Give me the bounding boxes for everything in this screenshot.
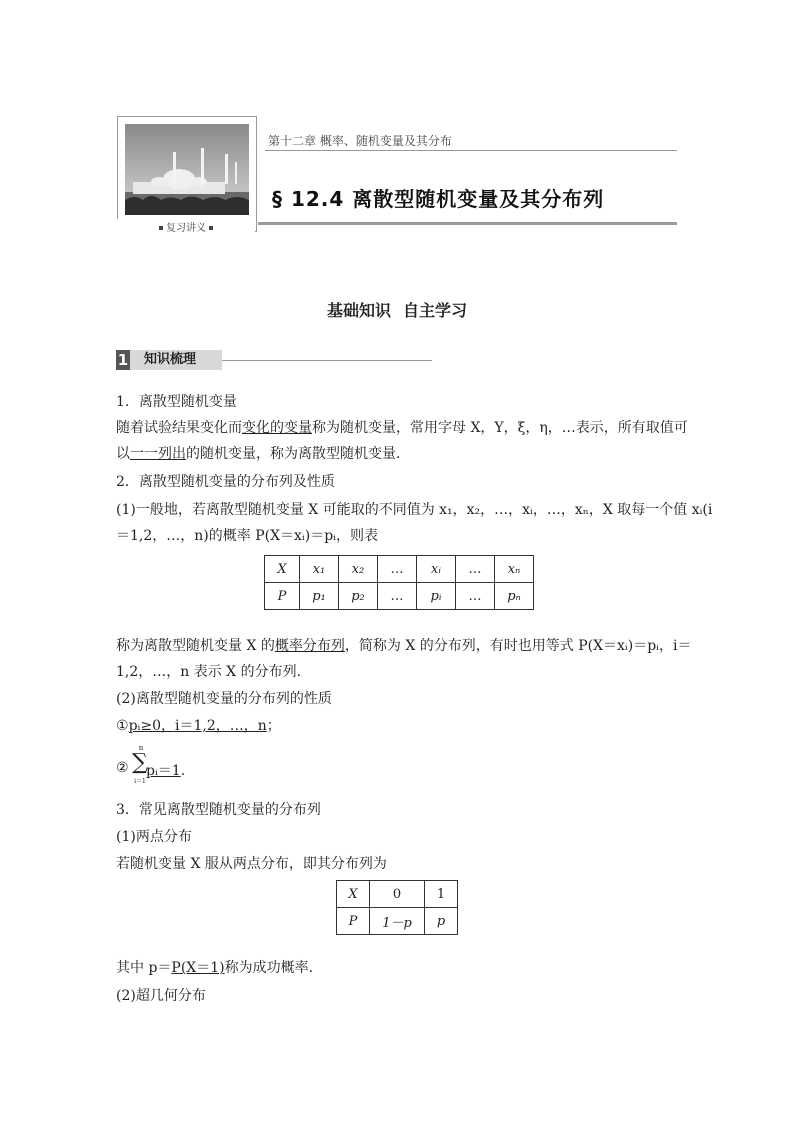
s2-prop1-num: ① xyxy=(116,718,129,734)
table-row xyxy=(337,908,458,935)
s1-line2 xyxy=(116,444,410,464)
table-cell: … xyxy=(378,556,417,583)
s2-prop2-top: n xyxy=(138,744,144,752)
table-cell: 0 xyxy=(370,881,425,908)
table-cell: p₁ xyxy=(300,583,339,610)
table-cell: xᵢ xyxy=(417,556,456,583)
chapter-divider xyxy=(265,150,677,151)
s1-line1-blank2: 变量 xyxy=(284,420,312,436)
bullet-square-icon xyxy=(159,226,163,230)
table-cell: X xyxy=(265,556,300,583)
distribution-table xyxy=(264,555,534,610)
s2-p2-line2: 1,2，…，n 表示 X 的分布列． xyxy=(116,664,311,680)
table-cell: 1 xyxy=(425,881,458,908)
table-row xyxy=(337,881,458,908)
tag-label: 知识梳理 xyxy=(130,350,222,370)
tag-number: 1 xyxy=(117,351,129,369)
table-cell: x₂ xyxy=(339,556,378,583)
part-heading-2: 自主学习 xyxy=(403,301,468,320)
table-cell: 1－p xyxy=(370,908,425,935)
table-cell: X xyxy=(337,881,370,908)
s3-sub2: (2)超几何分布 xyxy=(116,988,206,1004)
s2-prop2-blank: pᵢ＝1 xyxy=(146,763,181,779)
sigma-icon: ∑ xyxy=(132,750,148,775)
s3-line2 xyxy=(116,958,323,978)
s2-p2-line1 xyxy=(116,636,691,656)
table-row xyxy=(265,583,534,610)
s2-p2-a: 称为离散型随机变量 X 的 xyxy=(116,638,275,654)
s3-line2-a: 其中 p＝ xyxy=(116,960,172,976)
table-cell: p₂ xyxy=(339,583,378,610)
cover-label-text: 复习讲义 xyxy=(166,223,206,234)
s2-prop2-bottom: i＝1 xyxy=(134,778,146,785)
s2-prop2 xyxy=(116,744,316,784)
table-cell: … xyxy=(456,583,495,610)
s2-p1-line1: (1)一般地，若离散型随机变量 X 可能取的不同值为 x₁，x₂，…，xᵢ，…，xₙ，X 取每一个值 xᵢ(i xyxy=(116,502,713,518)
s1-line1-blank1: 变化的 xyxy=(242,420,284,436)
s3-sub1: (1)两点分布 xyxy=(116,829,192,845)
table-cell: … xyxy=(456,556,495,583)
s1-title: 1．离散型随机变量 xyxy=(116,394,237,410)
s2-prop1-end: ； xyxy=(266,718,281,734)
table-cell: P xyxy=(265,583,300,610)
s3-line2-b: 称为成功概率． xyxy=(224,960,323,976)
s2-p2-blank: 概率分布列 xyxy=(274,638,345,654)
s2-prop2-num: ② xyxy=(116,760,129,776)
part-heading xyxy=(0,298,794,321)
s2-p1-line2: ＝1,2，…，n)的概率 P(X＝xᵢ)＝pᵢ，则表 xyxy=(116,528,378,544)
table-cell: x₁ xyxy=(300,556,339,583)
cover-label xyxy=(117,219,255,233)
bullet-square-icon xyxy=(209,226,213,230)
section-title: § 12.4 离散型随机变量及其分布列 xyxy=(272,187,605,211)
title-rule xyxy=(258,222,677,225)
part-heading-1: 基础知识 xyxy=(326,301,391,320)
s1-line1-b: 称为随机变量，常用字母 X，Y，ξ，η，…表示，所有取值可 xyxy=(312,420,688,436)
cover-image-mosque xyxy=(125,124,249,215)
s3-line1: 若随机变量 X 服从两点分布，即其分布列为 xyxy=(116,856,387,872)
s2-title: 2．离散型随机变量的分布列及性质 xyxy=(116,474,335,490)
table-cell: xₙ xyxy=(495,556,534,583)
table-cell: pᵢ xyxy=(417,583,456,610)
table-cell: P xyxy=(337,908,370,935)
s2-p2-b: ，简称为 X 的分布列，有时也用等式 P(X＝xᵢ)＝pᵢ，i＝ xyxy=(344,638,692,654)
table-row xyxy=(265,556,534,583)
s2-prop1-blank: pᵢ≥0，i＝1,2，…，n xyxy=(128,718,267,734)
chapter-title: 第十二章 概率、随机变量及其分布 xyxy=(268,134,452,148)
two-point-table xyxy=(336,880,458,935)
s1-line2-a: 以 xyxy=(116,446,130,462)
s3-line2-blank: P(X＝1) xyxy=(171,960,225,976)
s1-line2-b: 的随机变量，称为离散型随机变量． xyxy=(186,446,410,462)
s1-line1 xyxy=(116,418,688,438)
s1-line1-a: 随着试验结果变化而 xyxy=(116,420,242,436)
tag-divider xyxy=(222,360,432,361)
s3-title: 3．常见离散型随机变量的分布列 xyxy=(116,802,321,818)
table-cell: p xyxy=(425,908,458,935)
s2-p3-title: (2)离散型随机变量的分布列的性质 xyxy=(116,691,332,707)
table-cell: pₙ xyxy=(495,583,534,610)
table-cell: … xyxy=(378,583,417,610)
s2-prop1 xyxy=(116,716,281,736)
s2-prop2-end: . xyxy=(180,763,186,779)
s1-line2-blank: 一一列出 xyxy=(130,446,186,462)
